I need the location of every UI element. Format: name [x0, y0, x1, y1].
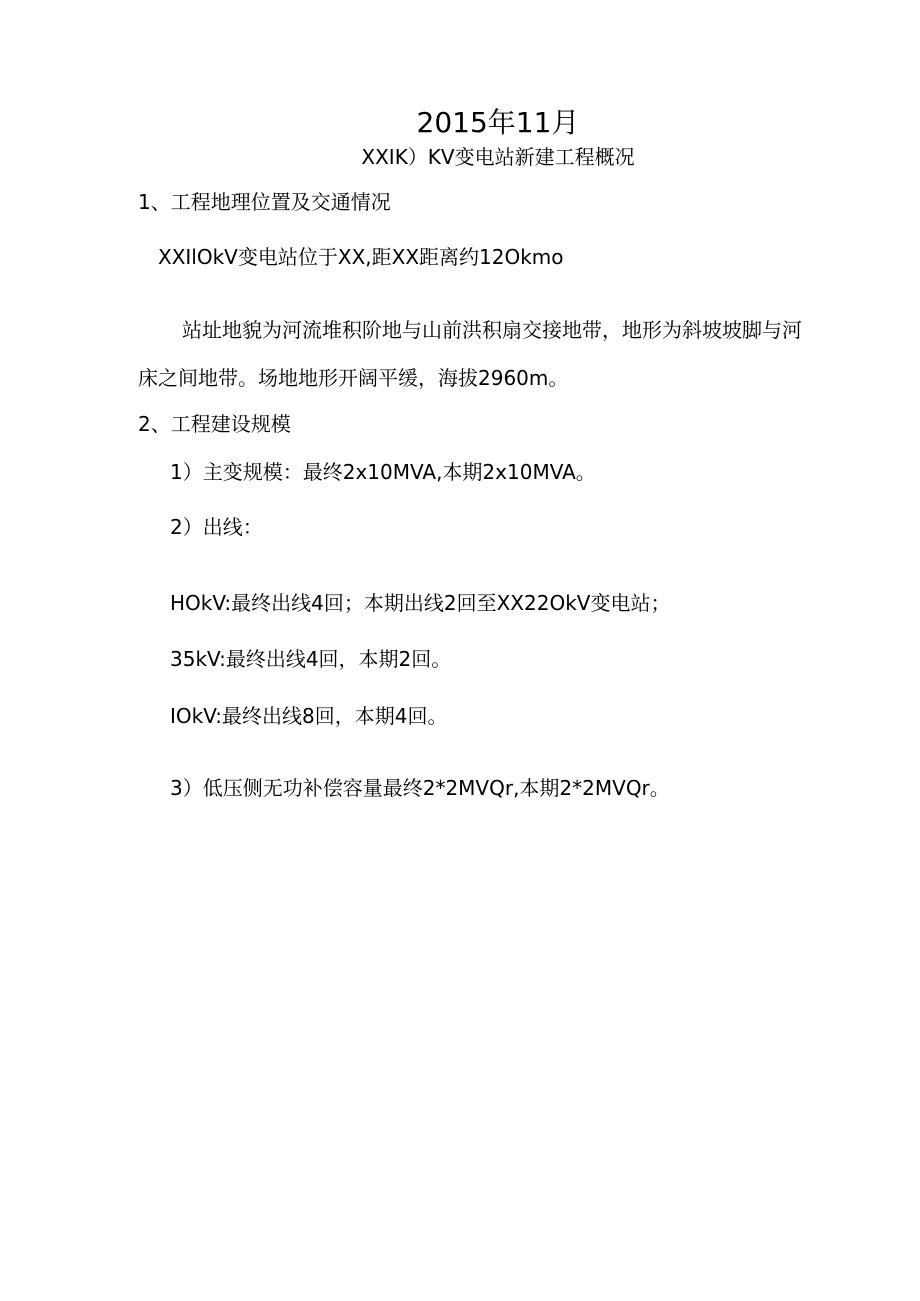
- outgoing-line-110kv: HOkV:最终出线4回；本期出线2回至XX22OkV变电站；: [170, 591, 671, 615]
- section-1-terrain-text-line-2: 床之间地带。场地地形开阔平缓，海拔2960m。: [138, 366, 569, 390]
- section-1-heading: 1、工程地理位置及交通情况: [138, 190, 391, 214]
- section-2-heading: 2、工程建设规模: [138, 412, 291, 436]
- section-2-item-outgoing-lines: 2）出线：: [170, 515, 263, 539]
- section-1-terrain-text-line-1: 站址地貌为河流堆积阶地与山前洪积扇交接地带，地形为斜坡坡脚与河: [182, 318, 802, 342]
- section-1-location-text: XXIlOkV变电站位于XX,距XX距离约12Okmo: [158, 245, 564, 269]
- section-2-item-reactive-compensation: 3）低压侧无功补偿容量最终2*2MVQr,本期2*2MVQr。: [170, 776, 670, 800]
- document-title: XXIK）KV变电站新建工程概况: [361, 145, 635, 169]
- outgoing-line-35kv: 35kV:最终出线4回，本期2回。: [170, 647, 452, 671]
- outgoing-line-10kv: IOkV:最终出线8回，本期4回。: [170, 704, 448, 728]
- section-2-item-transformer: 1）主变规模：最终2x10MVA,本期2x10MVA。: [170, 460, 596, 484]
- document-date: 2015年11月: [416, 106, 580, 139]
